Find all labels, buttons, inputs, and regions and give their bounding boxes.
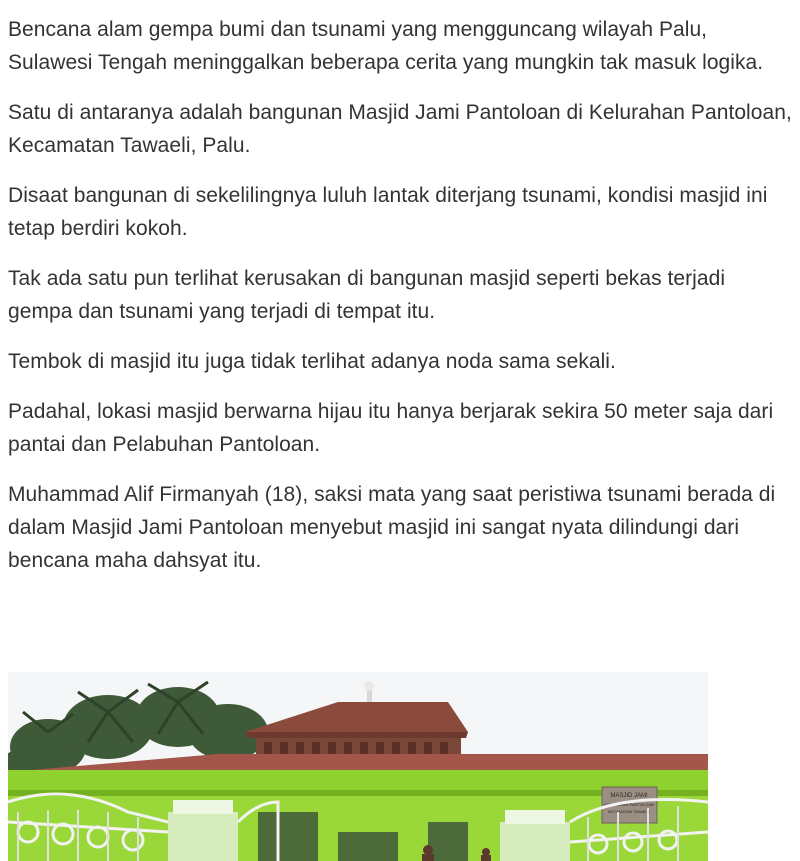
paragraph-4: Tak ada satu pun terlihat kerusakan di bangunan masjid seperti bekas terjadi gempa dan tsunami yang terjadi di tempat itu.: [8, 267, 726, 323]
sign-line-3: KECAMATAN TAWAELI: [607, 809, 651, 814]
paragraph-1: Bencana alam gempa bumi dan tsunami yang mengguncang wilayah Palu, Sulawesi Tengah meninggalkan beberapa cerita yang mungkin tak masuk logika.: [8, 18, 764, 74]
sign-line-2: KELURAHAN PANTOLOAN: [604, 802, 654, 807]
mosque-illustration: [8, 672, 708, 861]
sign-line-1: MASJID JAMI: [610, 793, 648, 799]
paragraph-2: Satu di antaranya adalah bangunan Masjid Jami Pantoloan di Kelurahan Pantoloan, Kecamatan Tawaeli, Palu.: [8, 101, 792, 157]
paragraph-5: Tembok di masjid itu juga tidak terlihat adanya noda sama sekali.: [8, 350, 616, 373]
paragraph-6: Padahal, lokasi masjid berwarna hijau itu hanya berjarak sekira 50 meter saja dari pantai dan Pelabuhan Pantoloan.: [8, 400, 774, 456]
mosque-photo[interactable]: [8, 672, 708, 861]
paragraph-3: Disaat bangunan di sekelilingnya luluh lantak diterjang tsunami, kondisi masjid ini tetap berdiri kokoh.: [8, 184, 768, 240]
paragraph-7: Muhammad Alif Firmanyah (18), saksi mata yang saat peristiwa tsunami berada di dalam Masjid Jami Pantoloan menyebut masjid ini sangat nyata dilindungi dari bencana maha dahsyat itu.: [8, 483, 776, 572]
